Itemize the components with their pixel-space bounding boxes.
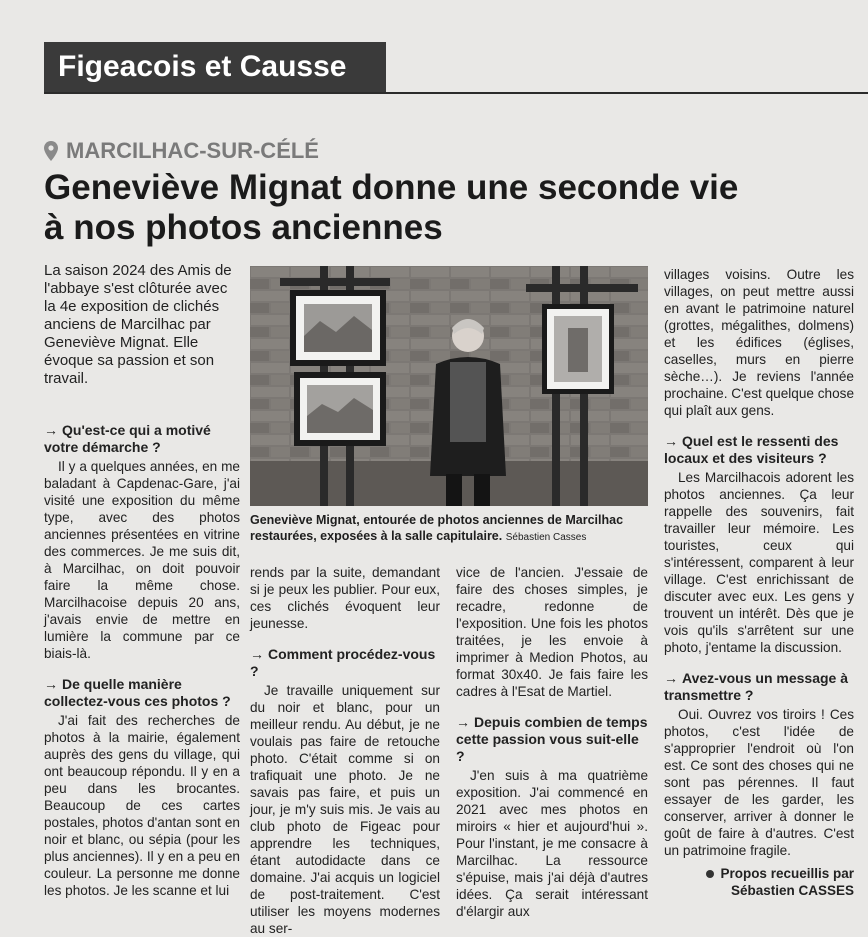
column-4 [664, 266, 854, 899]
answer-1: Il y a quelques années, en me baladant à Capdenac-Gare, j'ai visité une exposition du même type, avec des photos anciennes présentées en vitrine des commerces. Je me suis dit, à Marcilhac, on doit pouvoir faire la même chose. Marcilhacoise depuis 20 ans, j'avais envie de mettre en lumière la commune par ce biais-là. [44, 459, 240, 661]
arrow-right-icon: → [456, 714, 470, 730]
answer-2: J'ai fait des recherches de photos à la mairie, également auprès des gens du village, qui ont beaucoup répondu. Il y en a peu dans les brocantes. Beaucoup de ces cartes postales, photos d'antan sont en noir et blanc, ou sépia (pour les plus anciennes). Il y en a peu en couleur. La personne me donne les photos. Je les scanne et lui [44, 713, 240, 898]
arrow-right-icon: → [44, 676, 58, 692]
question-3-text: Comment procédez-vous ? [250, 646, 436, 679]
arrow-right-icon: → [250, 646, 264, 662]
arrow-right-icon: → [44, 422, 58, 438]
answer-3-continued: vice de l'ancien. J'essaie de faire des choses simples, je recadre, redonne de l'exposition. Une fois les photos traitées, je les envoie à imprimer à Medion Photos, au format 30x40. Je fais faire les cadres à l'Esat de Martiel. [456, 565, 648, 699]
headline-line-2: à nos photos anciennes [44, 208, 443, 247]
question-1 [44, 422, 240, 456]
answer-2-continued: rends par la suite, demandant si je peux les publier. Pour eux, ces clichés évoquent leur jeunesse. [250, 565, 440, 631]
byline [664, 865, 854, 899]
caption-text: Geneviève Mignat, entourée de photos anciennes de Marcilhac restaurées, exposées à la salle capitulaire. [250, 513, 624, 543]
answer-6: Oui. Ouvrez vos tiroirs ! Ces photos, c'est l'idée de s'approprier l'endroit où l'on est. Ce sont des choses qui ne sont pas pérennes. Il faut essayer de les garder, les conserver, arriver à donner le goût de faire à d'autres. C'est un patrimoine fragile. [664, 707, 854, 858]
map-pin-icon [44, 141, 58, 161]
headline [44, 168, 844, 248]
article-photo [250, 266, 648, 506]
column-3 [456, 564, 648, 920]
answer-4-continued: villages voisins. Outre les villages, on peut mettre aussi en avant le patrimoine naturel (grottes, mégalithes, dolmens) et les édifices (églises, caselles, murs en pierre sèche…). Je reviens l'année prochaine. C'est quelque chose qui plaît aux gens. [664, 267, 855, 418]
arrow-right-icon: → [664, 433, 678, 449]
column-2 [250, 564, 440, 937]
question-3 [250, 646, 440, 680]
caption-credit: Sébastien Casses [505, 532, 587, 543]
photo-caption [250, 512, 660, 546]
question-6-text: Avez-vous un message à transmettre ? [664, 670, 848, 703]
question-5 [664, 433, 854, 467]
headline-line-1: Geneviève Mignat donne une seconde vie [44, 168, 739, 207]
answer-5: Les Marcilhacois adorent les photos anciennes. Ça leur rappelle des souvenirs, fait travailler leur mémoire. Les touristes, ceux qui s'intéressent, comparent à leur village. C'est enrichissant de discuter avec eux. Les gens y trouvent un intérêt. Dès que je vois qu'ils s'arrêtent sur une photo, j'entame la discussion. [664, 470, 854, 655]
question-4-text: Depuis combien de temps cette passion vous suit-elle ? [456, 714, 648, 764]
header-rule [44, 92, 868, 94]
arrow-right-icon: → [664, 670, 678, 686]
photo-illustration [250, 266, 648, 506]
section-label: Figeacois et Causse [44, 42, 386, 92]
question-5-text: Quel est le ressenti des locaux et des visiteurs ? [664, 433, 839, 466]
question-4 [456, 714, 648, 765]
byline-author: Sébastien CASSES [730, 883, 854, 898]
question-1-text: Qu'est-ce qui a motivé votre démarche ? [44, 422, 211, 455]
bullet-icon [706, 870, 714, 878]
question-6 [664, 670, 854, 704]
column-1 [44, 422, 240, 899]
byline-prefix: Propos recueillis par [720, 866, 854, 881]
lead-paragraph: La saison 2024 des Amis de l'abbaye s'est clôturée avec la 4e exposition de clichés anciens de Marcilhac par Geneviève Mignat. Elle évoque sa passion et son travail. [44, 262, 232, 387]
answer-4: J'en suis à ma quatrième exposition. J'ai commencé en 2021 avec mes photos en miroirs « hier et aujourd'hui ». Pour l'instant, je me consacre à Marcilhac. La ressource s'épuise, mais j'ai déjà d'autres idées. Ça serait intéressant d'élargir aux [456, 768, 648, 919]
location-label: MARCILHAC-SUR-CÉLÉ [66, 138, 319, 163]
question-2 [44, 676, 240, 710]
question-2-text: De quelle manière collectez-vous ces photos ? [44, 676, 231, 709]
location-kicker [44, 138, 319, 164]
answer-3: Je travaille uniquement sur du noir et blanc, pour un meilleur rendu. Au début, je ne voulais pas faire de retouche photo. C'était comme si on trafiquait une photo. Je ne savais pas faire, et puis un jour, je m'y suis mis. Je vais au club photo de Figeac pour apprendre les techniques, étant autodidacte dans ce domaine. J'ai acquis un logiciel de post-traitement. C'est utiliser les moyens modernes au ser- [250, 683, 440, 936]
